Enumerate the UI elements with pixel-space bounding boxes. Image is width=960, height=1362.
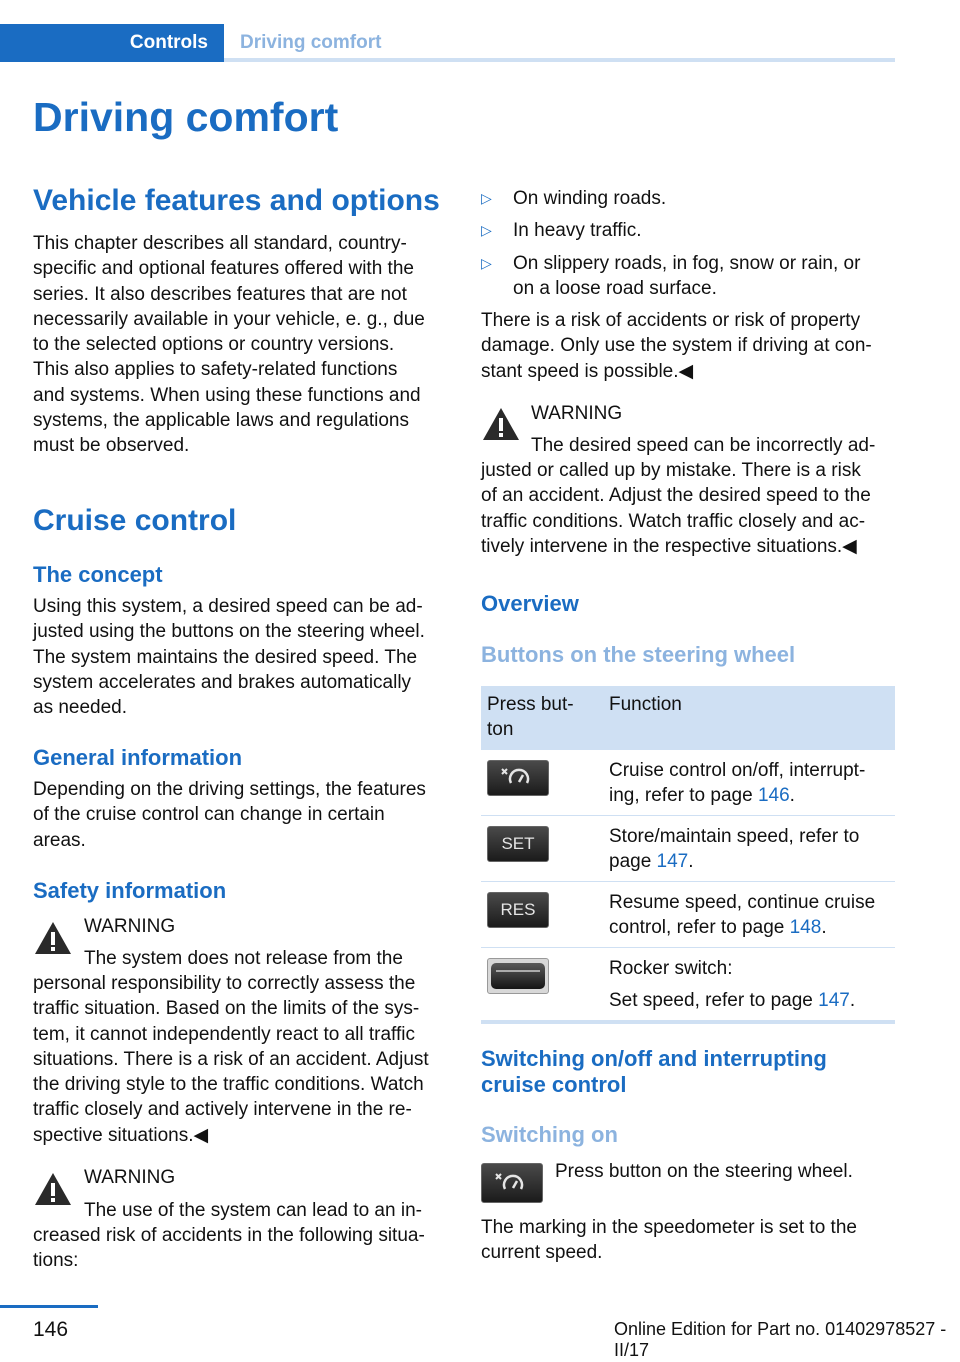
warning-text: [33, 1223, 453, 1274]
warning-text: [33, 971, 453, 1148]
table-row: [481, 750, 895, 815]
text-line: Using this system, a desired speed can be ad-: [33, 596, 423, 617]
text-line: the driving style to the traffic conditions. Watch: [33, 1074, 424, 1096]
switching-heading: [481, 1046, 827, 1098]
text-line: traffic situation. Based on the limits of the sys-: [33, 998, 420, 1020]
page-title: Driving comfort: [33, 94, 339, 140]
column-header-function: Function: [609, 694, 682, 715]
warning-icon: [33, 920, 73, 956]
text-line: The desired speed can be incorrectly ad-: [531, 435, 876, 456]
page-link[interactable]: 147: [656, 851, 689, 873]
text-line: The system maintains the desired speed. The: [33, 646, 418, 668]
page-link[interactable]: 148: [789, 917, 822, 939]
text-line: to the selected options or country versions.: [33, 334, 395, 356]
text-line: On slippery roads, in fog, snow or rain, or: [513, 253, 861, 274]
buttons-heading: Buttons on the steering wheel: [481, 642, 796, 667]
bullet-arrow-icon: ▷: [481, 255, 492, 271]
function-text: [609, 758, 893, 809]
concept-text: [33, 594, 453, 720]
cruise-control-icon: [487, 760, 549, 796]
text-line: This also applies to safety-related functions: [33, 359, 398, 381]
text-line: stant speed is possible.◀: [481, 360, 694, 382]
general-information-heading: General information: [33, 745, 243, 770]
marking-text: [481, 1215, 895, 1266]
text-line: series. It also describes features that are not: [33, 283, 407, 305]
text-line: control, refer to page: [609, 917, 790, 939]
text-line: ton: [487, 719, 514, 741]
table-row: [481, 881, 895, 947]
text-line: personal responsibility to correctly assess the: [33, 973, 416, 994]
text-line: Switching on/off and interrupting: [481, 1046, 827, 1071]
text-line: system accelerates and brakes automatically: [33, 671, 412, 693]
cruise-control-heading: Cruise control: [33, 504, 237, 537]
text-line: Set speed, refer to page: [609, 990, 819, 1012]
overview-heading: Overview: [481, 591, 579, 616]
text-line: justed using the buttons on the steering wheel.: [33, 621, 425, 643]
text-line: situations. There is a risk of an accident. Adjust: [33, 1048, 429, 1070]
general-information-text: [33, 777, 453, 853]
warning-icon: [33, 1171, 73, 1207]
text-line: Depending on the driving settings, the features: [33, 779, 426, 800]
text-line: on a loose road surface.: [513, 278, 717, 300]
function-text: [609, 956, 893, 1014]
page-link[interactable]: 147: [818, 990, 850, 1012]
text-line: specific and optional features offered with the: [33, 258, 414, 280]
warning-text: [481, 458, 895, 559]
set-button-label: SET: [487, 826, 549, 862]
table-row: [481, 947, 895, 1020]
text-line: [609, 783, 893, 808]
tab-controls[interactable]: Controls: [0, 24, 224, 62]
res-button-label: RES: [487, 892, 549, 928]
text-line: current speed.: [481, 1242, 603, 1264]
warning-label: WARNING: [84, 1167, 176, 1188]
text-line: Store/maintain speed, refer to: [609, 826, 860, 847]
text-line: cruise control: [481, 1072, 627, 1097]
buttons-table: [481, 686, 895, 1024]
rocker-switch-icon: [487, 958, 549, 994]
text-line: as needed.: [33, 697, 128, 719]
text-line: In heavy traffic.: [513, 220, 642, 241]
cruise-control-icon: [481, 1163, 543, 1203]
text-line: ing, refer to page: [609, 785, 758, 807]
text-line: page: [609, 851, 657, 873]
footer-rule: [0, 1305, 98, 1308]
text-line: traffic conditions. Watch traffic closely and ac-: [481, 510, 866, 532]
text-line: areas.: [33, 829, 86, 851]
text-line: Press but-: [487, 694, 574, 715]
table-bottom-rule: [481, 1020, 895, 1024]
text-line: .: [849, 990, 856, 1012]
text-line: The use of the system can lead to an in-: [84, 1200, 422, 1221]
warning-label: WARNING: [531, 403, 623, 424]
bullet-arrow-icon: ▷: [481, 222, 492, 238]
function-text: [609, 824, 893, 875]
edition-text: Online Edition for Part no. 01402978527 - II/17: [614, 1319, 947, 1360]
text-line: [609, 849, 893, 874]
text-line: There is a risk of accidents or risk of property: [481, 310, 861, 331]
text-line: spective situations.◀: [33, 1124, 209, 1146]
text-line: [609, 988, 893, 1013]
page-number: 146: [33, 1318, 69, 1341]
table-header: [481, 686, 895, 750]
text-line: of an accident. Adjust the desired speed to the: [481, 485, 871, 507]
text-line: .: [821, 917, 827, 939]
text-line: systems, the applicable laws and regulations: [33, 410, 409, 432]
text-line: Rocker switch:: [609, 958, 733, 979]
vehicle-features-text: [33, 231, 451, 459]
concept-heading: The concept: [33, 562, 163, 587]
text-line: On winding roads.: [513, 188, 667, 209]
text-line: creased risk of accidents in the following situa-: [33, 1225, 425, 1246]
text-line: This chapter describes all standard, country-: [33, 233, 407, 254]
text-line: tem, it cannot independently react to all traffic: [33, 1023, 415, 1045]
text-line: .: [789, 785, 795, 807]
text-line: justed or called up by mistake. There is a risk: [481, 460, 861, 481]
text-line: The marking in the speedometer is set to the: [481, 1217, 857, 1238]
text-line: of the cruise control can change in certain: [33, 804, 385, 826]
bullet-arrow-icon: ▷: [481, 190, 492, 206]
safety-information-heading: Safety information: [33, 878, 227, 903]
table-row: [481, 815, 895, 881]
warning-label: WARNING: [84, 916, 176, 937]
text-line: necessarily available in your vehicle, e. g., due: [33, 308, 425, 330]
text-line: [609, 915, 893, 940]
page-link[interactable]: 146: [757, 785, 790, 807]
text-line: tions:: [33, 1250, 79, 1272]
text-line: traffic closely and actively intervene in the re-: [33, 1099, 412, 1121]
text-line: damage. Only use the system if driving at con-: [481, 335, 872, 357]
function-text: [609, 890, 893, 941]
set-button-icon: [487, 826, 549, 862]
column-header-button: [487, 692, 574, 743]
res-button-icon: [487, 892, 549, 928]
switching-on-heading: Switching on: [481, 1122, 618, 1147]
tab-driving-comfort[interactable]: Driving comfort: [240, 32, 382, 53]
text-line: Resume speed, continue cruise: [609, 892, 876, 913]
switch-on-text: Press button on the steering wheel.: [555, 1161, 853, 1182]
text-line: The system does not release from the: [84, 948, 403, 969]
risk-text: [481, 308, 895, 384]
text-line: tively intervene in the respective situations.◀: [481, 535, 857, 557]
warning-icon: [481, 406, 521, 442]
text-line: must be observed.: [33, 435, 190, 457]
vehicle-features-heading: Vehicle features and options: [33, 184, 440, 217]
text-line: and systems. When using these functions and: [33, 384, 421, 406]
text-line: .: [688, 851, 694, 873]
text-line: Cruise control on/off, interrupt-: [609, 760, 866, 781]
